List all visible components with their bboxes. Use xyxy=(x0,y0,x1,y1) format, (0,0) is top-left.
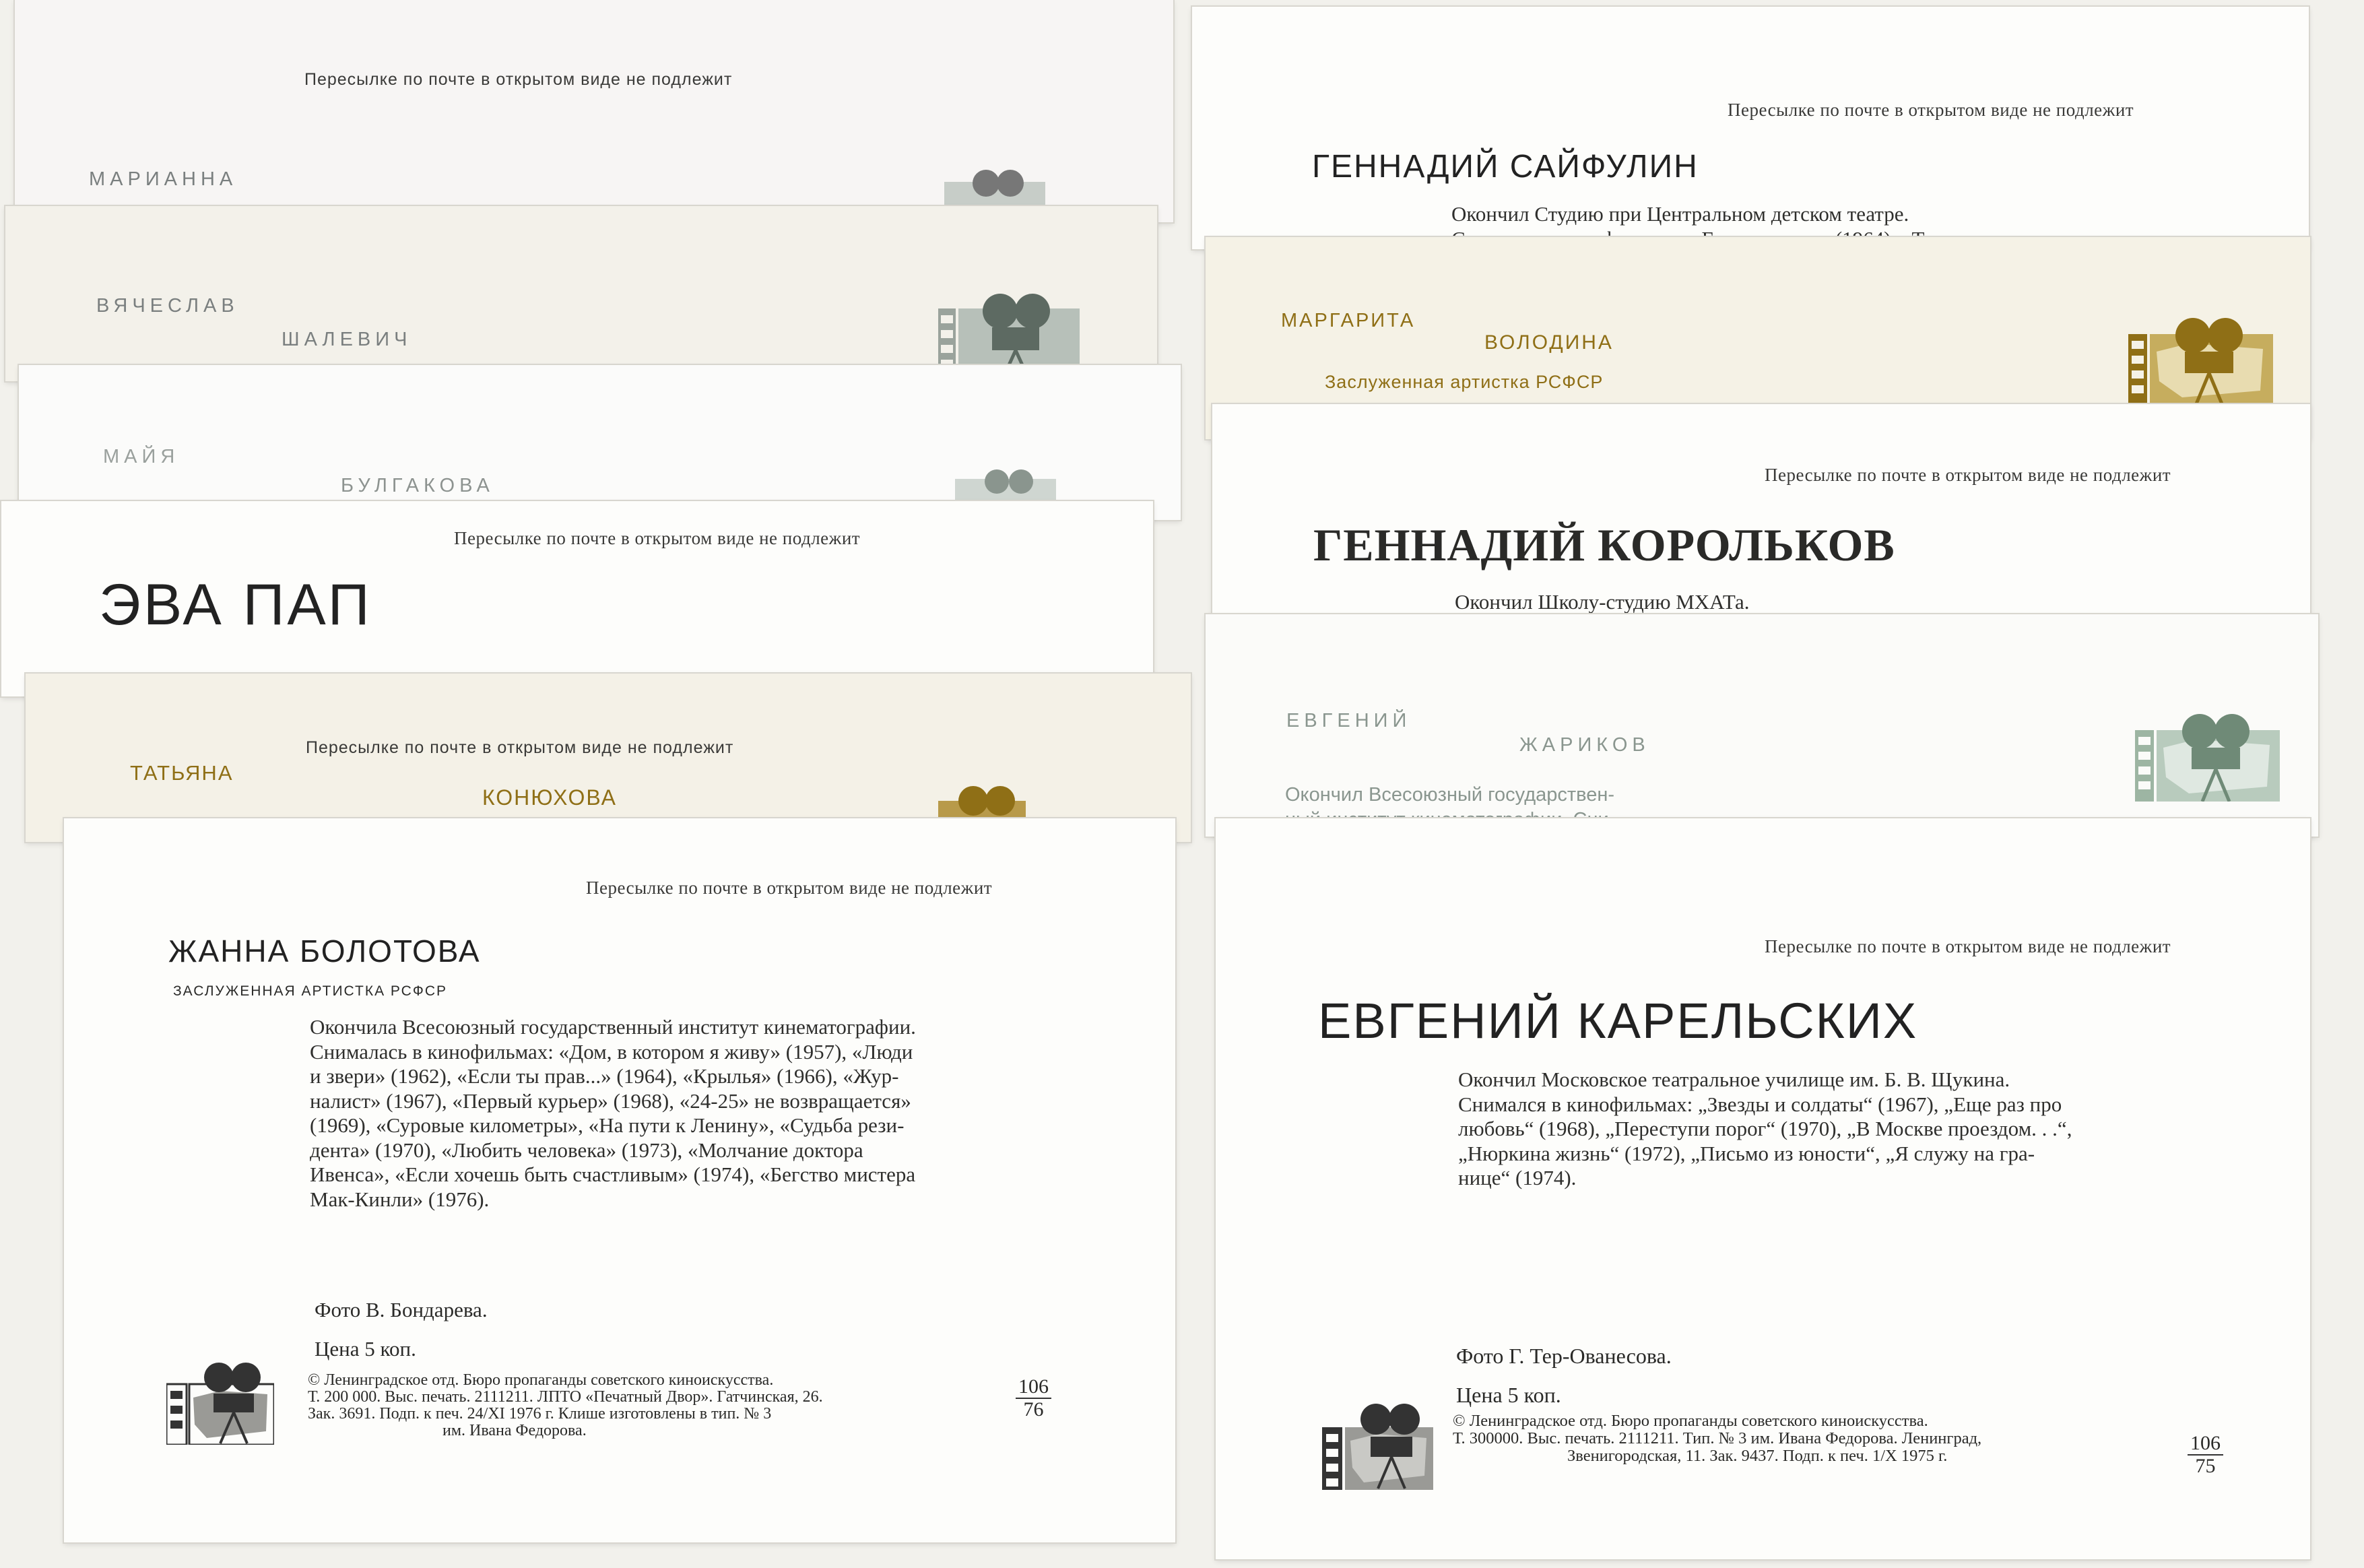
imprint-line: Т. 200 000. Выс. печать. 2111211. ЛПТО «Печатный Двор». Гатчинская, 26. xyxy=(308,1388,823,1406)
film-camera-logo-icon xyxy=(944,162,1045,209)
imprint-line: © Ленинградское отд. Бюро пропаганды советского киноискусства. xyxy=(308,1371,774,1389)
price: Цена 5 коп. xyxy=(315,1337,416,1361)
film-camera-logo-icon xyxy=(2128,311,2273,405)
actor-name: ГЕННАДИЙ КОРОЛЬКОВ xyxy=(1313,519,1895,570)
mail-notice: Пересылке по почте в открытом виде не подлежит xyxy=(454,528,861,548)
actor-title: ЗАСЛУЖЕННАЯ АРТИСТКА РСФСР xyxy=(173,983,447,999)
mail-notice: Пересылке по почте в открытом виде не подлежит xyxy=(306,738,734,757)
bio-line: Окончил Школу-студию МХАТа. xyxy=(1455,590,1750,614)
bio-line: „Нюркина жизнь“ (1972), „Письмо из юности“, „Я служу на гра- xyxy=(1458,1141,2035,1165)
mail-notice: Пересылке по почте в открытом виде не подлежит xyxy=(586,878,993,898)
postcard-shalevich xyxy=(5,206,1157,381)
mail-notice: Пересылке по почте в открытом виде не подлежит xyxy=(1728,100,2134,120)
catalog-fraction xyxy=(1016,1376,1051,1420)
bio-line: Окончил Всесоюзный государствен- xyxy=(1285,784,1615,806)
postcard-konyukhova xyxy=(26,674,1191,842)
actor-name: ГЕННАДИЙ САЙФУЛИН xyxy=(1312,149,1699,185)
fraction-top: 106 xyxy=(1016,1376,1051,1399)
first-name: МАЙЯ xyxy=(103,446,180,467)
actor-bio xyxy=(310,1015,1131,1212)
first-name: ТАТЬЯНА xyxy=(130,761,234,785)
actor-title: Заслуженная артистка РСФСР xyxy=(1325,372,1604,392)
last-name: КОНЮХОВА xyxy=(482,785,617,810)
price: Цена 5 коп. xyxy=(1456,1383,1561,1407)
last-name: ЖАРИКОВ xyxy=(1519,734,1650,756)
bio-line: Окончил Московское театральное училище им. Б. В. Щукина. xyxy=(1458,1068,2010,1091)
bio-line: Окончил Студию при Центральном детском театре. xyxy=(1451,202,1909,226)
fraction-top: 106 xyxy=(2188,1433,2223,1456)
imprint-line: Звенигородская, 11. Зак. 9437. Подп. к печ. 1/X 1975 г. xyxy=(1567,1447,1948,1465)
last-name: БУЛГАКОВА xyxy=(341,475,494,496)
first-name: МАРГАРИТА xyxy=(1281,310,1416,331)
actor-name: ЭВА ПАП xyxy=(99,573,372,637)
postcard-marianna xyxy=(15,0,1173,222)
actor-bio xyxy=(1455,590,1750,615)
imprint-line: им. Ивана Федорова. xyxy=(442,1422,587,1439)
actor-name: ЕВГЕНИЙ КАРЕЛЬСКИХ xyxy=(1318,993,1918,1049)
mail-notice: Пересылке по почте в открытом виде не подлежит xyxy=(1765,936,2171,956)
postcard-sayfulin xyxy=(1192,7,2309,249)
photo-credit: Фото Г. Тер-Ованесова. xyxy=(1456,1344,1672,1368)
film-camera-logo-icon xyxy=(955,463,1056,503)
film-camera-logo-icon xyxy=(2135,707,2280,802)
postcard-bolotova xyxy=(64,818,1175,1542)
bio-line: Окончила Всесоюзный государственный институт кинематографии. xyxy=(310,1015,916,1039)
fraction-bottom: 75 xyxy=(2195,1455,2216,1477)
bio-line: нице“ (1974). xyxy=(1458,1166,1577,1189)
postcard-korolkov xyxy=(1212,404,2310,626)
bio-line: дента» (1970), «Любить человека» (1973), «Молчание доктора xyxy=(310,1138,863,1162)
imprint-line: © Ленинградское отд. Бюро пропаганды советского киноискусства. xyxy=(1453,1412,1928,1430)
film-camera-logo-icon xyxy=(1322,1399,1433,1490)
bio-line: Снималась в кинофильмах: «Дом, в котором я живу» (1957), «Люди xyxy=(310,1039,913,1064)
postcard-karelskikh xyxy=(1216,818,2310,1559)
bio-line: любовь“ (1968), „Переступи порог“ (1970), „В Москве проездом. . .“, xyxy=(1458,1117,2072,1140)
bio-line: Снимался в кинофильмах: „Звезды и солдаты“ (1967), „Еще раз про xyxy=(1458,1092,2062,1116)
imprint-line: Зак. 3691. Подп. к печ. 24/XI 1976 г. Клише изготовлены в тип. № 3 xyxy=(308,1405,772,1423)
postcard-zharikov xyxy=(1206,614,2318,837)
actor-name: ЖАННА БОЛОТОВА xyxy=(168,934,481,969)
catalog-fraction xyxy=(2188,1433,2223,1477)
last-name: ВОЛОДИНА xyxy=(1484,331,1614,354)
bio-line: Ивенса», «Если хочешь быть счастливым» (1974), «Бегство мистера xyxy=(310,1163,916,1186)
bio-line: налист» (1967), «Первый курьер» (1968), «24-25» не возвращается» xyxy=(310,1088,911,1113)
postcard-bulgakova xyxy=(19,365,1181,520)
last-name: ШАЛЕВИЧ xyxy=(282,329,412,350)
first-name: ЕВГЕНИЙ xyxy=(1286,710,1412,731)
mail-notice: Пересылке по почте в открытом виде не подлежит xyxy=(1765,465,2171,485)
bio-line: и звери» (1962), «Если ты прав...» (1964), «Крылья» (1966), «Жур- xyxy=(310,1064,899,1088)
postcard-eva-pap xyxy=(1,501,1153,696)
film-camera-logo-icon xyxy=(166,1357,274,1445)
first-name: ВЯЧЕСЛАВ xyxy=(96,295,239,317)
imprint-line: Т. 300000. Выс. печать. 2111211. Тип. № 3 им. Ивана Федорова. Ленинград, xyxy=(1453,1429,1982,1447)
bio-line: Мак-Кинли» (1976). xyxy=(310,1187,490,1211)
mail-notice: Пересылке по почте в открытом виде не подлежит xyxy=(304,70,733,89)
photo-credit: Фото В. Бондарева. xyxy=(315,1298,488,1321)
actor-bio xyxy=(1458,1068,2233,1191)
imprint xyxy=(1453,1412,2210,1465)
fraction-bottom: 76 xyxy=(1023,1398,1044,1420)
first-name: МАРИАННА xyxy=(89,168,238,190)
bio-line: (1969), «Суровые километры», «На пути к Ленину», «Судьба рези- xyxy=(310,1113,905,1137)
imprint xyxy=(308,1372,1092,1439)
